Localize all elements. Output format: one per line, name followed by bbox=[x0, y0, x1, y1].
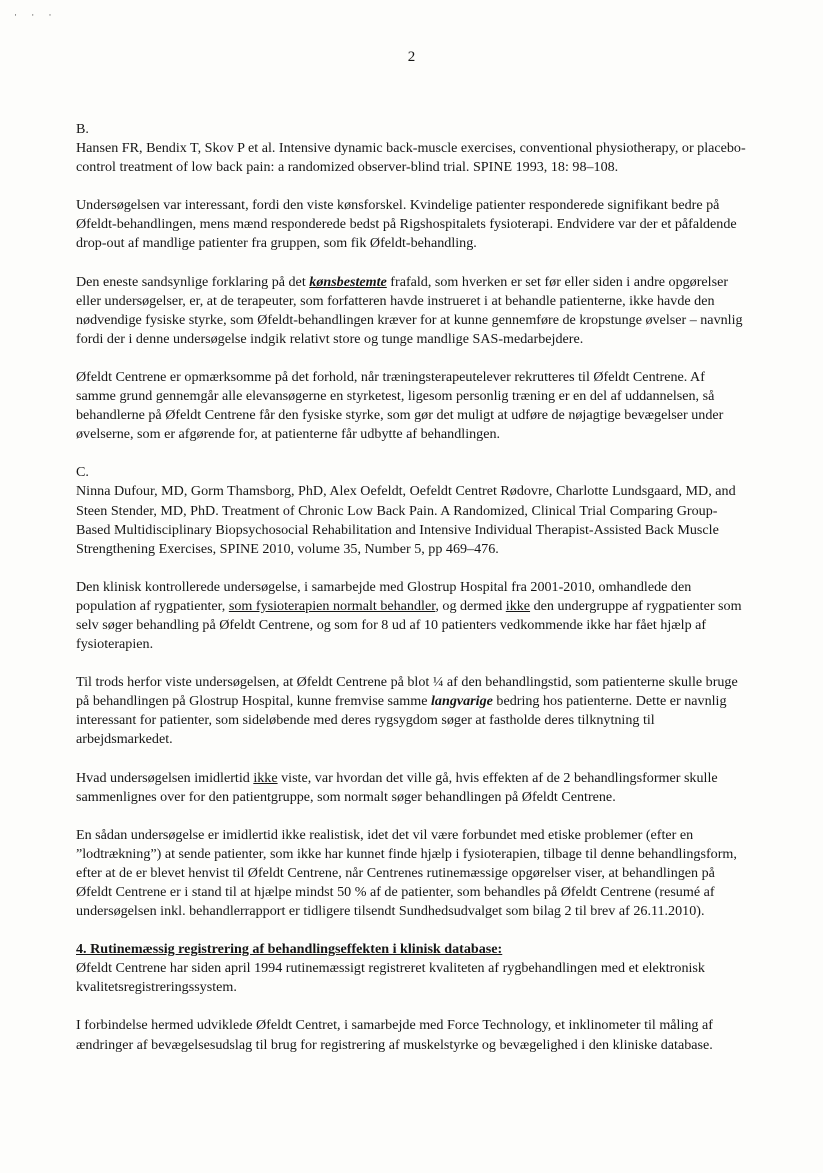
section-4-heading: 4. Rutinemæssig registrering af behandlingseffekten i klinisk database: bbox=[76, 941, 503, 958]
section-b-paragraph-1: Undersøgelsen var interessant, fordi den viste kønsforskel. Kvindelige patienter responderede signifikant bedre på Øfeldt-behandlingen, mens mænd responderede bedst på Rigshospitalets fysioterapi. Endvidere var der et påfaldende drop-out af mandlige patienter fra gruppen, som fik Øfeldt-behandling. bbox=[76, 197, 737, 252]
section-b-reference: Hansen FR, Bendix T, Skov P et al. Intensive dynamic back-muscle exercises, conventional physiotherapy, or placebo-control treatment of low back pain: a randomized observer-blind trial. SPINE 1993, 18: 98–108. bbox=[76, 140, 746, 176]
section-c-paragraph-3 bbox=[76, 769, 748, 807]
section-c-p1-underline-2: ikke bbox=[505, 597, 531, 614]
section-4-block bbox=[76, 940, 748, 997]
section-b-label: B. bbox=[76, 121, 89, 137]
section-c-p3-a: Hvad undersøgelsen imidlertid bbox=[76, 769, 254, 786]
section-c-p1-b: , og dermed bbox=[435, 597, 506, 614]
section-c-reference: Ninna Dufour, MD, Gorm Thamsborg, PhD, Alex Oefeldt, Oefeldt Centret Rødovre, Charlotte Lundsgaard, MD, and Steen Stender, MD, PhD. Treatment of Chronic Low Back Pain. A Randomized, Clinical Trial Comparing Group-Based Multidisciplinary Biopsychosocial Rehabilitation and Intensive Individual Therapist-Assisted Back Muscle Strengthening Exercises, SPINE 2010, volume 35, Number 5, pp 469–476. bbox=[76, 483, 736, 557]
section-c-p2-a: Til trods herfor viste undersøgelsen, at Øfeldt Centrene på blot ¼ af den behandlingstid, som patienterne skulle bruge på behandlingen på Glostrup Hospital, kunne fremvise samme bbox=[76, 674, 738, 710]
section-c-paragraph-4: En sådan undersøgelse er imidlertid ikke realistisk, idet det vil være forbundet med etiske problemer (efter en ”lodtrækning”) at sende patienter, som ikke har kunnet finde hjælp i fysioterapien, tilbage til denne behandlingsform, efter at de er blevet henvist til Øfeldt Centrene, når Centrenes rutinemæssige opgørelser viser, at behandlingen på Øfeldt Centrene er i stand til at hjælpe mindst 50 % af de patienter, som behandles på Øfeldt Centrene (resumé af undersøgelsen inkl. behandlerrapport er tidligere tilsendt Sundhedsudvalget som bilag 2 til brev af 26.11.2010). bbox=[76, 826, 737, 920]
section-b-paragraph-2-end: frafald, som hverken er set før eller siden i andre opgørelser eller undersøgelser, er, at de terapeuter, som forfatteren havde instrueret i at behandle patienterne, ikke havde den nødvendige fysiske styrke, som Øfeldt-behandlingen kræver for at kunne gennemføre de kropstunge øvelser – navnlig fordi der i denne undersøgelse indgik relativt store og tunge mandlige SAS-medarbejdere. bbox=[76, 273, 743, 347]
section-c-paragraph-2 bbox=[76, 673, 748, 749]
section-c-p3-b: viste, var hvordan det ville gå, hvis effekten af de 2 behandlingsformer skulle sammenlignes over for den patientgruppe, som normalt søger behandlingen på Øfeldt Centrene. bbox=[76, 769, 718, 805]
section-c-p1-a: Den klinisk kontrollerede undersøgelse, i samarbejde med Glostrup Hospital fra 2001-2010, omhandlede den population af rygpatienter, bbox=[76, 578, 692, 614]
section-b-reference-block bbox=[76, 120, 748, 177]
section-4-paragraph-1: Øfeldt Centrene har siden april 1994 rutinemæssigt registreret kvaliteten af rygbehandlingen med et elektronisk kvalitetsregistreringssystem. bbox=[76, 960, 705, 996]
section-c-p1-c: den undergruppe af rygpatienter som selv søger behandling på Øfeldt Centrene, og som for 8 ud af 10 patienters vedkommende ikke har fået hjælp af fysioterapien. bbox=[76, 597, 742, 653]
section-c-label: C. bbox=[76, 464, 89, 481]
section-b-paragraph-2 bbox=[76, 273, 748, 349]
section-c-p1-underline-1: som fysioterapien normalt behandler bbox=[228, 597, 436, 614]
section-4-paragraph-2: I forbindelse hermed udviklede Øfeldt Centret, i samarbejde med Force Technology, et inklinometer til måling af ændringer af bevægelsesudslag til brug for registrering af muskelstyrke og bevægelighed i den kliniske database. bbox=[76, 1017, 713, 1053]
section-c-p2-b: bedring hos patienterne. Dette er navnlig interessant for patienter, som sideløbende med deres rygsygdom søger at fastholde deres tilknytning til arbejdsmarkedet. bbox=[76, 693, 727, 748]
section-c-p2-emphasis: langvarige bbox=[431, 693, 493, 710]
section-c-p3-underline: ikke bbox=[253, 769, 278, 786]
document-body bbox=[76, 120, 748, 1074]
section-b-paragraph-2-start: Den eneste sandsynlige forklaring på det bbox=[76, 273, 310, 290]
page-number: 2 bbox=[407, 49, 416, 65]
section-b-paragraph-3: Øfeldt Centrene er opmærksomme på det forhold, når træningsterapeutelever rekrutteres til Øfeldt Centrene. Af samme grund gennemgår alle elevansøgerne en styrketest, ligesom personlig træning er en del af uddannelsen, så behandlerne på Øfeldt Centrene får den fysiske styrke, som gør det muligt at udføre de nøjagtige bevægelser under øvelserne, som er afgørende for, at patienterne får udbytte af behandlingen. bbox=[76, 368, 724, 443]
section-c-reference-block bbox=[76, 463, 748, 558]
section-b-emphasis: kønsbestemte bbox=[309, 273, 387, 290]
scan-mark: · · · bbox=[14, 10, 58, 20]
section-c-paragraph-1 bbox=[76, 578, 748, 654]
